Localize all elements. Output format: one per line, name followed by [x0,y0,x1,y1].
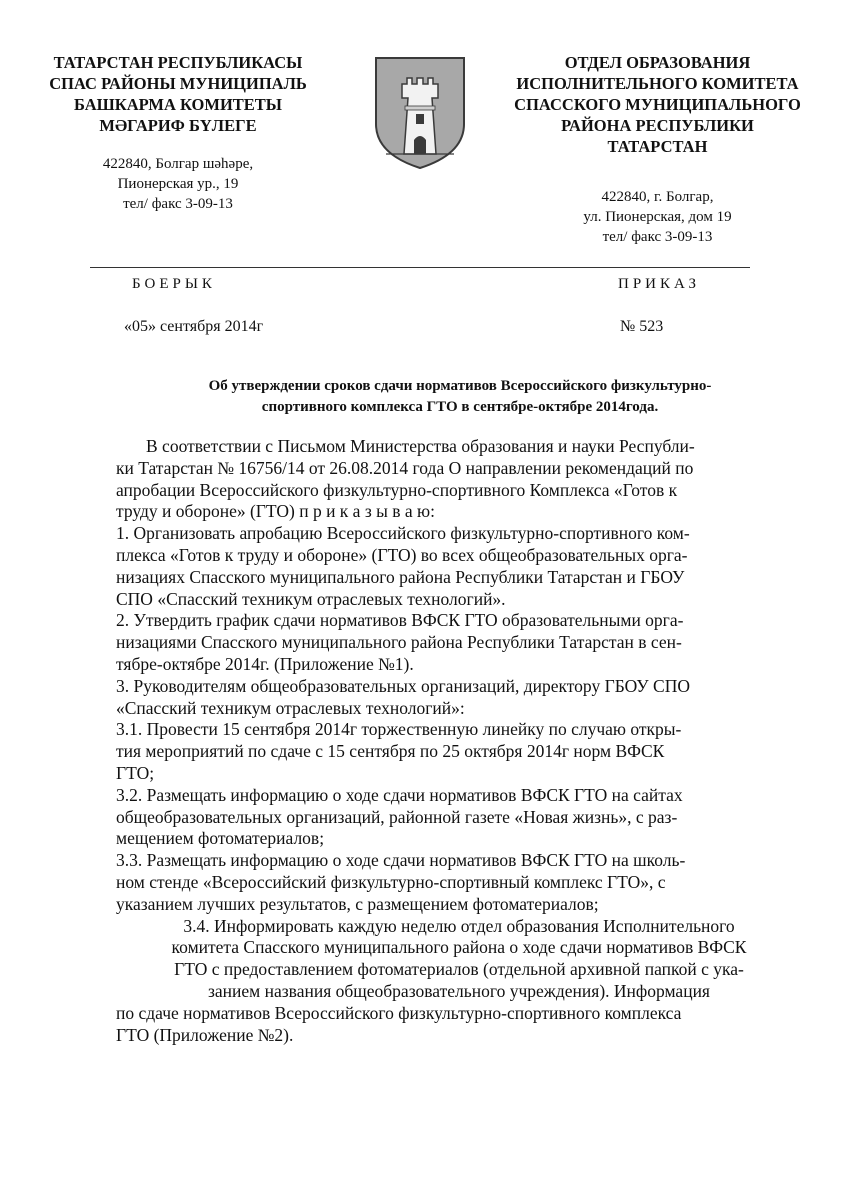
doc-date: «05» сентября 2014г [124,318,264,335]
paragraph-item-3-4: 3.4. Информировать каждую неделю отдел образования Исполнительного комитета Спасского муниципального района о ходе сдачи нормативов ВФСК ГТО с предоставлением фотоматериалов (отдельной архивной папкой с ука- занием названия общеобразовательного учреждения). Информация [171,915,747,1001]
doc-type-russian: ПРИКАЗ [618,276,700,292]
emblem-tower-window [416,114,424,124]
header-left-block [18,52,338,214]
header-right-block [500,52,815,247]
emblem-tower-band [405,106,435,110]
emblem-tower-gate [414,136,426,154]
paragraph-item-3-3: 3.3. Размещать информацию о ходе сдачи нормативов ВФСК ГТО на школь- ном стенде «Всероссийский физкультурно-спортивный комплекс ГТО», с указанием лучших результатов, с размещением фотоматериалов; [116,850,686,914]
emblem-svg [372,54,468,172]
paragraph-intro: В соответствии с Письмом Министерства образования и науки Республи- ки Татарстан № 16756/14 от 26.08.2014 года О направлении рекомендаций по апробации Всероссийского физкультурно-спортивного Комплекса «Готов к труду и обороне» (ГТО) п р и к а з ы в а ю: [116,436,695,522]
paragraph-item-3-2: 3.2. Размещать информацию о ходе сдачи нормативов ВФСК ГТО на сайтах общеобразовательных организаций, районной газете «Новая жизнь», с раз- мещением фотоматериалов; [116,784,683,849]
header-right-address: 422840, г. Болгар, ул. Пионерская, дом 19 тел/ факс 3-09-13 [583,189,732,245]
header-left-address: 422840, Болгар шәһәре, Пионерская ур., 19 тел/ факс 3-09-13 [102,156,254,212]
order-body [116,436,802,1046]
header-divider [90,267,750,268]
paragraph-item-3-4-cont: по сдаче нормативов Всероссийского физкультурно-спортивного комплекса ГТО (Приложение №2). [116,1002,682,1045]
paragraph-item-3: 3. Руководителям общеобразовательных организаций, директору ГБОУ СПО «Спасский техникум отраслевых технологий»: [116,675,690,718]
paragraph-item-3-1: 3.1. Провести 15 сентября 2014г торжественную линейку по случаю откры- тия мероприятий по сдаче с 15 сентября по 25 октября 2014г норм ВФСК ГТО; [116,719,682,783]
doc-number: № 523 [620,318,664,335]
coat-of-arms-tower-icon [372,54,468,172]
header-left-org-title: ТАТАРСТАН РЕСПУБЛИКАСЫ СПАС РАЙОНЫ МУНИЦИПАЛЬ БАШКАРМА КОМИТЕТЫ МӘГАРИФ БҮЛЕГЕ [49,53,307,135]
paragraph-item-2: 2. Утвердить график сдачи нормативов ВФСК ГТО образовательными орга- низациями Спасского муниципального района Республики Татарстан в сен- тябре-октябре 2014г. (Приложение №1). [116,610,684,674]
paragraph-item-1: 1. Организовать апробацию Всероссийского физкультурно-спортивного ком- плекса «Готов к труду и обороне» (ГТО) во всех общеобразовательных орга- низациях Спасского муниципального района Республики Татарстан и ГБОУ СПО «Спасский техникум отраслевых технологий». [116,523,690,609]
doc-subject: Об утверждении сроков сдачи нормативов Всероссийского физкультурно- спортивного комплекса ГТО в сентябре-октябре 2014года. [208,378,712,415]
header-right-org-title: ОТДЕЛ ОБРАЗОВАНИЯ ИСПОЛНИТЕЛЬНОГО КОМИТЕТА СПАССКОГО МУНИЦИПАЛЬНОГО РАЙОНА РЕСПУБЛИКИ ТАТАРСТАН [514,53,801,156]
doc-type-tatar: БОЕРЫК [132,276,216,292]
